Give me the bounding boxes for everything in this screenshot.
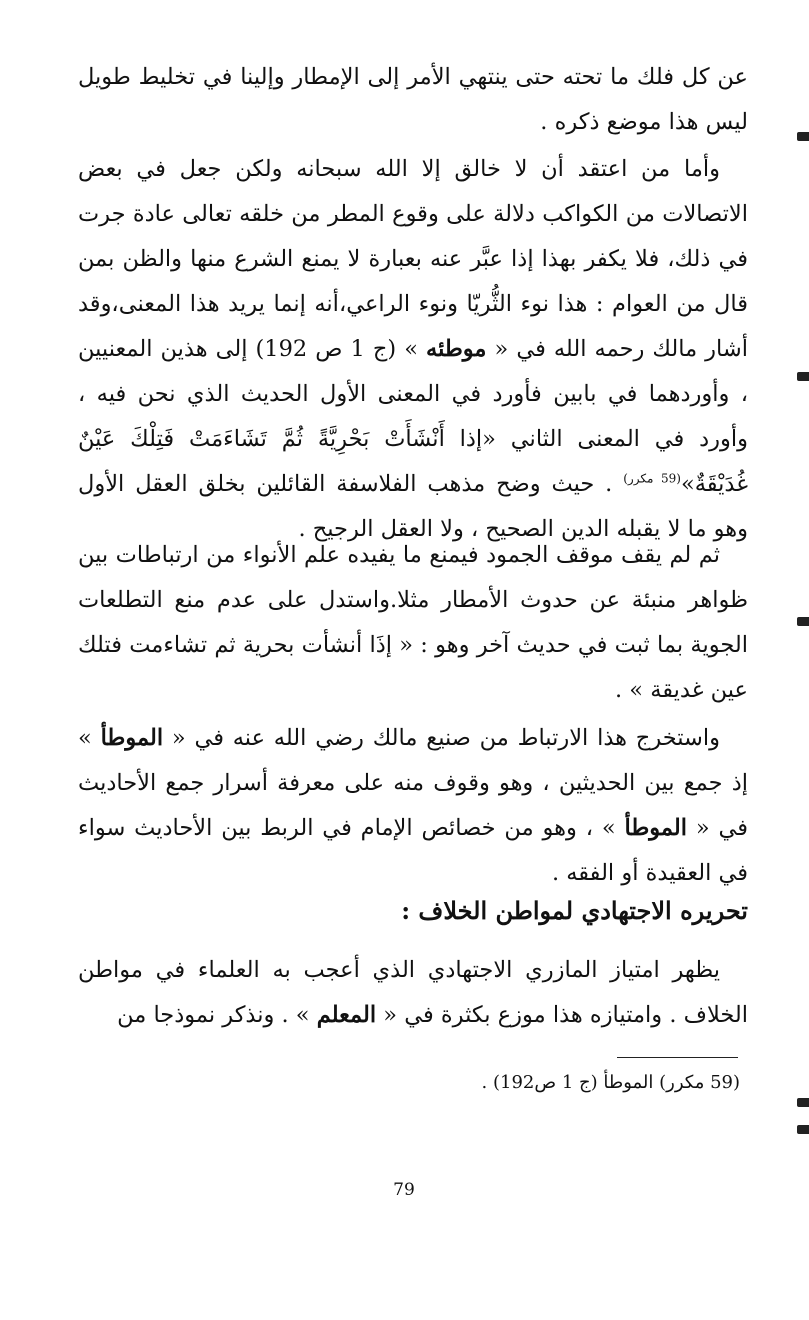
scan-edge-mark <box>797 617 809 626</box>
paragraph-4-part-c: » ، وهو من خصائص الإمام في الربط بين الأحاديث سواء في العقيدة أو الفقه . <box>78 815 748 886</box>
paragraph-3-text: ثم لم يقف موقف الجمود فيمنع ما يفيده علم الأنواء من ارتباطات بين ظواهر منبئة عن حدوث الأمطار مثلا.واستدل على عدم منع التطلعات الجوية بما ثبت في حديث آخر وهو : « إذَا أنشأت بحرية ثم تشاءمت فتلك عين غديقة » . <box>78 542 748 703</box>
paragraph-5-text <box>78 948 748 1038</box>
paragraph-4-part-a: واستخرج هذا الارتباط من صنيع مالك رضي الله عنه في « <box>171 725 721 751</box>
scan-edge-mark <box>797 372 809 381</box>
muwatta-title-2: الموطأ <box>624 815 687 841</box>
paragraph-2-part-c: . حيث وضح مذهب الفلاسفة القائلين بخلق العقل الأول وهو ما لا يقبله الدين الصحيح ، ولا العقل الرجيح . <box>78 471 748 542</box>
paragraph-3 <box>78 533 748 713</box>
paragraph-5 <box>78 948 748 1038</box>
paragraph-2 <box>78 147 748 552</box>
muallim-title: المعلم <box>316 1002 377 1028</box>
paragraph-4 <box>78 716 748 896</box>
paragraph-2-text <box>78 147 748 552</box>
footnote-separator <box>617 1057 738 1058</box>
paragraph-4-part-b: » إذ جمع بين الحديثين ، وهو وقوف منه على معرفة أسرار جمع الأحاديث في « <box>78 725 748 841</box>
footnote-reference: (59 مكرر) <box>623 471 681 486</box>
paragraph-2-part-a: وأما من اعتقد أن لا خالق إلا الله سبحانه ولكن جعل في بعض الاتصالات من الكواكب دلالة على وقوع المطر من خلقه تعالى عادة جرت في ذلك، فلا يكفر بهذا إذا عبَّر عنه بعبارة لا يمنع الشرع منها والظن بمن قال من العوام : هذا نوء الثُّريّا ونوء الراعي،أنه إنما يريد هذا المعنى،وقد أشار مالك رحمه الله في « <box>78 156 748 362</box>
scan-edge-mark <box>797 1098 809 1107</box>
paragraph-1 <box>78 55 748 145</box>
muwatta-title-1: الموطأ <box>100 725 164 751</box>
paragraph-5-part-a: يظهر امتياز المازري الاجتهادي الذي أعجب به العلماء في مواطن الخلاف . وامتيازه هذا موزع بكثرة في « <box>78 957 748 1028</box>
footnote: (59 مكرر) الموطأ (ج 1 ص192) . <box>481 1072 740 1093</box>
paragraph-5-part-b: » . ونذكر نموذجا من <box>117 1002 310 1028</box>
page-number: 79 <box>393 1180 415 1200</box>
muwatta-title: موطئه <box>426 336 487 362</box>
scan-edge-mark <box>797 132 809 141</box>
paragraph-1-text: عن كل فلك ما تحته حتى ينتهي الأمر إلى الإمطار وإلينا في تخليط طويل ليس هذا موضع ذكره . <box>78 64 748 135</box>
section-heading: تحريره الاجتهادي لمواطن الخلاف : <box>401 896 748 925</box>
paragraph-4-text <box>78 716 748 896</box>
scan-edge-mark <box>797 1125 809 1134</box>
paragraph-2-part-b: » (ج 1 ص 192) إلى هذين المعنيين ، وأوردهما في بابين فأورد في المعنى الأول الحديث الذي نحن فيه ، وأورد في المعنى الثاني «إذا أَنْشَأَتْ بَحْرِيَّةً ثُمَّ تَشَاءَمَتْ فَتِلْكَ عَيْنٌ غُدَيْقَةٌ» <box>78 336 748 497</box>
